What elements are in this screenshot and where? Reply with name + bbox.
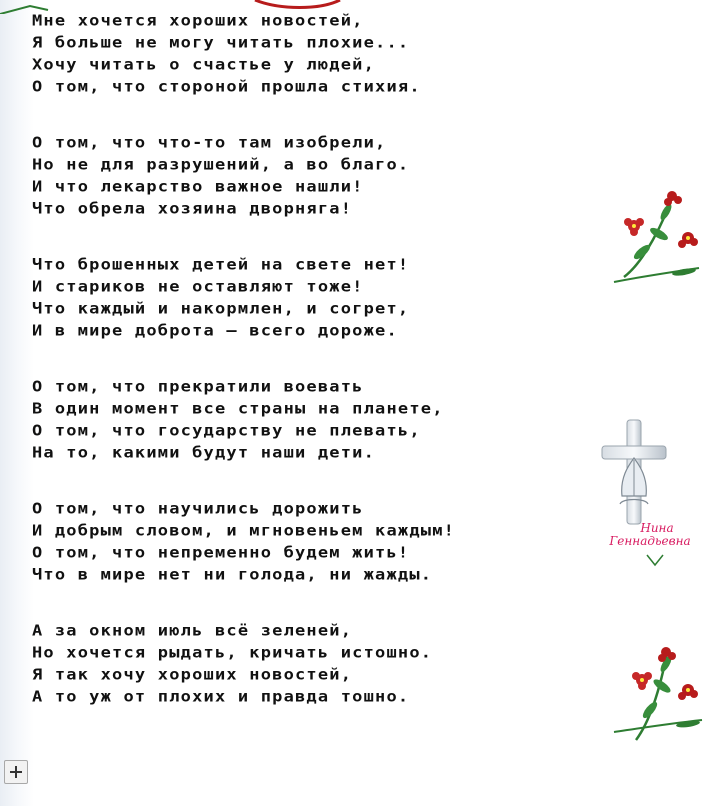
poem-line: Что брошенных детей на свете нет!: [32, 256, 410, 274]
poem-line: И добрым словом, и мгновеньем каждым!: [32, 522, 456, 540]
poem-line: Мне хочется хороших новостей,: [32, 12, 364, 30]
poem-line: О том, что что-то там изобрели,: [32, 134, 387, 152]
poem-line: Я так хочу хороших новостей,: [32, 666, 353, 684]
poem-line: Что каждый и накормлен, и согрет,: [32, 300, 410, 318]
stanza-1: [32, 10, 672, 98]
poem-line: Я больше не могу читать плохие...: [32, 34, 410, 52]
flower-sprig-icon: [604, 182, 704, 292]
poem-text: [32, 10, 672, 742]
poem-line: О том, что государству не плевать,: [32, 422, 421, 440]
poem-line: На то, какими будут наши дети.: [32, 444, 376, 462]
poem-line: А за окном июль всё зеленей,: [32, 622, 353, 640]
stanza-4: [32, 376, 672, 464]
stanza-6: [32, 620, 672, 708]
flower-sprig-icon: [606, 640, 706, 748]
stanza-5: [32, 498, 672, 586]
stanza-2: [32, 132, 672, 220]
poem-line: О том, что стороной прошла стихия.: [32, 78, 421, 96]
author-signature: [580, 522, 720, 548]
poem-line: Что в мире нет ни голода, ни жажды.: [32, 566, 433, 584]
signature-patronymic: Геннадьевна: [609, 534, 691, 548]
poem-line: О том, что непременно будем жить!: [32, 544, 410, 562]
expand-button[interactable]: [4, 760, 28, 784]
poem-line: Но хочется рыдать, кричать истошно.: [32, 644, 433, 662]
poem-line: О том, что научились дорожить: [32, 500, 364, 518]
cross-with-praying-hands-icon: [598, 418, 670, 526]
poem-line: И стариков не оставляют тоже!: [32, 278, 364, 296]
poem-line: И в мире доброта – всего дороже.: [32, 322, 398, 340]
poem-line: Что обрела хозяина дворняга!: [32, 200, 353, 218]
poem-line: В один момент все страны на планете,: [32, 400, 444, 418]
stanza-3: [32, 254, 672, 342]
poem-line: О том, что прекратили воевать: [32, 378, 364, 396]
signature-flourish-icon: [645, 553, 665, 567]
plus-icon: [9, 765, 23, 779]
poem-line: И что лекарство важное нашли!: [32, 178, 364, 196]
poem-line: Хочу читать о счастье у людей,: [32, 56, 376, 74]
poem-line: А то уж от плохих и правда тошно.: [32, 688, 410, 706]
signature-first-name: Нина: [640, 521, 674, 535]
poem-line: Но не для разрушений, а во благо.: [32, 156, 410, 174]
